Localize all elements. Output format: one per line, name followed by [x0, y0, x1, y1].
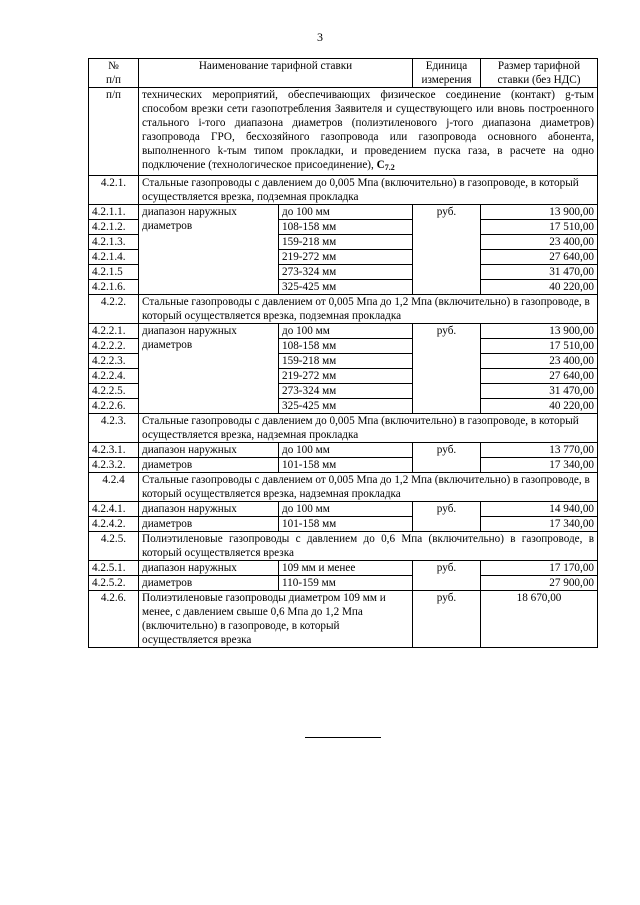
item-unit: руб.: [413, 324, 481, 414]
item-unit: руб.: [413, 205, 481, 295]
section-row: [89, 176, 598, 205]
table-row: [89, 561, 598, 576]
item-value: 27 640,00: [481, 250, 598, 265]
item-num: 4.2.1.3.: [89, 235, 139, 250]
section-row: [89, 532, 598, 561]
header-name: Наименование тарифной ставки: [139, 59, 413, 88]
item-num: 4.2.3.1.: [89, 443, 139, 458]
intro-text: технических мероприятий, обеспечивающих физическое соединение (контакт) g-тым способом врезки сети газопотребления Заявителя и существующего или вновь построенного стального i-того диапазона диаметров (полиэтиленового j-того диапазона диаметров) газопровода ГРО, бесхозяйного газопровода или газопровода основного абонента, выполненного k-тым типом прокладки, и проведением пуска газа, в расчете на одно подключение (технологическое присоединение), $C_{7.2}$: [139, 88, 598, 176]
item-value: 27 900,00: [481, 576, 598, 591]
item-num: 4.2.2.5.: [89, 384, 139, 399]
section-num: 4.2.5.: [89, 532, 139, 561]
item-unit: руб.: [413, 502, 481, 532]
item-range: до 100 мм: [279, 205, 413, 220]
item-range: до 100 мм: [279, 443, 413, 458]
item-num: 4.2.4.2.: [89, 517, 139, 532]
item-range: 273-324 мм: [279, 265, 413, 280]
section-title: Стальные газопроводы с давлением от 0,005 Мпа до 1,2 Мпа (включительно) в газопроводе, в который осуществляется врезка, подземная прокладка: [139, 295, 598, 324]
section-row: [89, 473, 598, 502]
item-range: 101-158 мм: [279, 458, 413, 473]
header-size: Размер тарифной ставки (без НДС): [481, 59, 598, 88]
item-value: 40 220,00: [481, 280, 598, 295]
section-title: Полиэтиленовые газопроводы диаметром 109 мм и менее, с давлением свыше 0,6 Мпа до 1,2 Мпа (включительно) в газопроводе, в который осуществляется врезка: [139, 591, 413, 648]
item-num: 4.2.4.1.: [89, 502, 139, 517]
page-number: 3: [317, 30, 323, 44]
section-num: 4.2.3.: [89, 414, 139, 443]
item-value: 31 470,00: [481, 384, 598, 399]
item-num: 4.2.1.1.: [89, 205, 139, 220]
range-label: диапазон наружных диаметров: [139, 205, 279, 295]
item-num: 4.2.5.1.: [89, 561, 139, 576]
item-range: 219-272 мм: [279, 250, 413, 265]
item-num: 4.2.1.5: [89, 265, 139, 280]
item-value: 13 900,00: [481, 205, 598, 220]
section-title: Стальные газопроводы с давлением до 0,005 Мпа (включительно) в газопроводе, в который осуществляется врезка, подземная прокладка: [139, 176, 598, 205]
section-title: Полиэтиленовые газопроводы с давлением до 0,6 Мпа (включительно) в газопроводе, в который осуществляется врезка: [139, 532, 598, 561]
formula-symbol: C: [376, 159, 385, 171]
section-row: [89, 295, 598, 324]
item-num: 4.2.1.6.: [89, 280, 139, 295]
item-value: 17 340,00: [481, 517, 598, 532]
table-row: [89, 517, 598, 532]
section-row: [89, 414, 598, 443]
range-label: диапазон наружных: [139, 443, 279, 458]
item-num: 4.2.2.4.: [89, 369, 139, 384]
table-row: [89, 591, 598, 648]
tariff-table: [88, 58, 598, 648]
table-row: [89, 324, 598, 339]
item-range: 159-218 мм: [279, 235, 413, 250]
item-unit: руб.: [413, 443, 481, 473]
item-value: 17 510,00: [481, 220, 598, 235]
item-value: 13 770,00: [481, 443, 598, 458]
formula-subscript: 7.2: [384, 163, 395, 172]
item-value: 17 510,00: [481, 339, 598, 354]
item-value: 27 640,00: [481, 369, 598, 384]
item-num: 4.2.2.3.: [89, 354, 139, 369]
table-row: [89, 443, 598, 458]
item-num: 4.2.2.6.: [89, 399, 139, 414]
table-row: [89, 458, 598, 473]
table-row: [89, 205, 598, 220]
item-value: 17 170,00: [481, 561, 598, 576]
range-label: диапазон наружных: [139, 561, 279, 576]
range-label: диапазон наружных диаметров: [139, 324, 279, 414]
item-range: 110-159 мм: [279, 576, 413, 591]
range-label: диаметров: [139, 517, 279, 532]
item-range: 273-324 мм: [279, 384, 413, 399]
header-num: № п/п: [89, 59, 139, 88]
table-row: [89, 502, 598, 517]
item-value: 23 400,00: [481, 235, 598, 250]
item-range: 159-218 мм: [279, 354, 413, 369]
item-value: 31 470,00: [481, 265, 598, 280]
item-unit: руб.: [413, 561, 481, 591]
item-num: 4.2.2.1.: [89, 324, 139, 339]
item-unit: руб.: [413, 591, 481, 648]
section-title: Стальные газопроводы с давлением от 0,005 Мпа до 1,2 Мпа (включительно) в газопроводе, в который осуществляется врезка, надземная прокладка: [139, 473, 598, 502]
table-header-row: [89, 59, 598, 88]
range-label: диаметров: [139, 458, 279, 473]
item-range: 219-272 мм: [279, 369, 413, 384]
range-label: диаметров: [139, 576, 279, 591]
item-value: 17 340,00: [481, 458, 598, 473]
item-range: до 100 мм: [279, 502, 413, 517]
item-value: 13 900,00: [481, 324, 598, 339]
item-value: 14 940,00: [481, 502, 598, 517]
item-range: 109 мм и менее: [279, 561, 413, 576]
item-range: 101-158 мм: [279, 517, 413, 532]
item-num: 4.2.1.4.: [89, 250, 139, 265]
table-row: [89, 576, 598, 591]
item-num: 4.2.3.2.: [89, 458, 139, 473]
item-value: 23 400,00: [481, 354, 598, 369]
item-value: 18 670,00: [481, 591, 598, 648]
item-range: 108-158 мм: [279, 339, 413, 354]
item-num: 4.2.5.2.: [89, 576, 139, 591]
item-range: до 100 мм: [279, 324, 413, 339]
section-num: 4.2.4: [89, 473, 139, 502]
section-num: 4.2.2.: [89, 295, 139, 324]
item-value: 40 220,00: [481, 399, 598, 414]
item-num: 4.2.2.2.: [89, 339, 139, 354]
section-num: 4.2.1.: [89, 176, 139, 205]
intro-row: [89, 88, 598, 176]
range-label: диапазон наружных: [139, 502, 279, 517]
header-unit: Единица измерения: [413, 59, 481, 88]
section-num: 4.2.6.: [89, 591, 139, 648]
section-title: Стальные газопроводы с давлением до 0,005 Мпа (включительно) в газопроводе, в который осуществляется врезка, надземная прокладка: [139, 414, 598, 443]
item-range: 108-158 мм: [279, 220, 413, 235]
item-num: 4.2.1.2.: [89, 220, 139, 235]
end-separator-line: [305, 737, 381, 738]
intro-num: п/п: [89, 88, 139, 176]
item-range: 325-425 мм: [279, 280, 413, 295]
item-range: 325-425 мм: [279, 399, 413, 414]
